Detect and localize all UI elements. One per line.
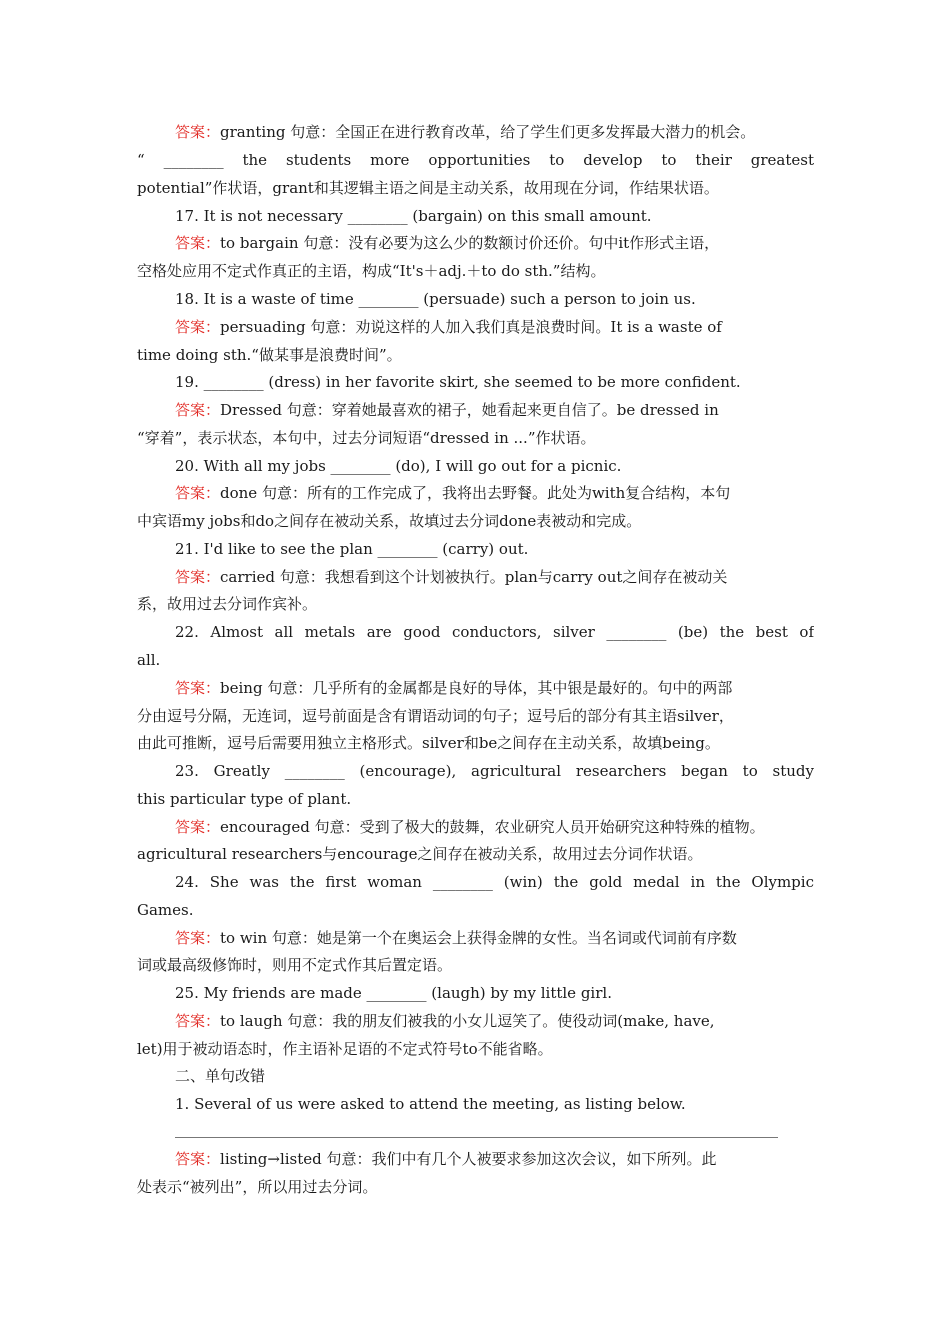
answer-line: 答案：to win 句意：她是第一个在奥运会上获得金牌的女性。当名词或代词前有序数 [175,929,737,947]
correction-question-1: 1. Several of us were asked to attend the meeting, as listing below. [175,1095,686,1113]
question-20: 20. With all my jobs ________ (do), I will go out for a picnic. [175,457,622,475]
answer-line: 答案：to laugh 句意：我的朋友们被我的小女儿逗笑了。使役动词(make, have, [175,1012,715,1030]
answer-label: 答案： [175,929,221,947]
answer-label: 答案： [175,123,221,141]
text-line: 由此可推断，逗号后需要用独立主格形式。silver和be之间存在主动关系，故填being。 [137,734,720,752]
answer-label: 答案： [175,234,221,252]
text-line: potential”作状语，grant和其逻辑主语之间是主动关系，故用现在分词，作结果状语。 [137,179,719,197]
answer-label: 答案： [175,679,221,697]
question-21: 21. I'd like to see the plan ________ (carry) out. [175,540,529,558]
text-line: 系，故用过去分词作宾补。 [137,595,318,613]
answer-line: 答案：being 句意：几乎所有的金属都是良好的导体，其中银是最好的。句中的两部 [175,679,733,697]
text-line: “穿着”，表示状态，本句中，过去分词短语“dressed in ...”作状语。 [137,429,596,447]
text-line: 空格处应用不定式作真正的主语，构成“It's＋adj.＋to do sth.”结构。 [137,262,606,280]
section-heading: 二、单句改错 [175,1067,266,1085]
question-24: 24. She was the first woman ________ (win) the gold medal in the Olympic [175,873,814,891]
text-line: 分由逗号分隔，无连词，逗号前面是含有谓语动词的句子；逗号后的部分有其主语silver， [137,707,734,725]
answer-line: 答案：listing→listed 句意：我们中有几个人被要求参加这次会议，如下所列。此 [175,1150,717,1168]
text-line: Games. [137,901,194,919]
answer-label: 答案： [175,818,221,836]
answer-label: 答案： [175,484,221,502]
answer-blank-line [175,1137,778,1138]
text-line: 词或最高级修饰时，则用不定式作其后置定语。 [137,956,453,974]
text-line: “ ________ the students more opportunities to develop to their greatest [137,151,814,169]
question-22: 22. Almost all metals are good conductors, silver ________ (be) the best of [175,623,814,641]
text-line: 中宾语my jobs和do之间存在被动关系，故填过去分词done表被动和完成。 [137,512,642,530]
question-18: 18. It is a waste of time ________ (persuade) such a person to join us. [175,290,696,308]
answer-line: 答案：persuading 句意：劝说这样的人加入我们真是浪费时间。It is a waste of [175,318,722,336]
answer-label: 答案： [175,568,221,586]
question-23: 23. Greatly ________ (encourage), agricultural researchers began to study [175,762,814,780]
text-line: this particular type of plant. [137,790,352,808]
answer-label: 答案： [175,401,221,419]
answer-label: 答案： [175,1150,221,1168]
answer-line: 答案：Dressed 句意：穿着她最喜欢的裙子，她看起来更自信了。be dressed in [175,401,719,419]
text-line: 处表示“被列出”，所以用过去分词。 [137,1178,378,1196]
question-17: 17. It is not necessary ________ (bargain) on this small amount. [175,207,652,225]
question-19: 19. ________ (dress) in her favorite skirt, she seemed to be more confident. [175,373,741,391]
answer-line: 答案：carried 句意：我想看到这个计划被执行。plan与carry out之间存在被动关 [175,568,728,586]
question-25: 25. My friends are made ________ (laugh) by my little girl. [175,984,612,1002]
answer-line: 答案：done 句意：所有的工作完成了，我将出去野餐。此处为with复合结构，本句 [175,484,731,502]
answer-label: 答案： [175,318,221,336]
answer-line: 答案：granting 句意：全国正在进行教育改革，给了学生们更多发挥最大潜力的机会。 [175,123,756,141]
answer-line: 答案：encouraged 句意：受到了极大的鼓舞，农业研究人员开始研究这种特殊的植物。 [175,818,765,836]
text-line: let)用于被动语态时，作主语补足语的不定式符号to不能省略。 [137,1040,553,1058]
answer-line: 答案：to bargain 句意：没有必要为这么少的数额讨价还价。句中it作形式主语， [175,234,720,252]
text-line: time doing sth.“做某事是浪费时间”。 [137,346,402,364]
text-line: agricultural researchers与encourage之间存在被动关系，故用过去分词作状语。 [137,845,703,863]
text-line: all. [137,651,161,669]
answer-label: 答案： [175,1012,221,1030]
